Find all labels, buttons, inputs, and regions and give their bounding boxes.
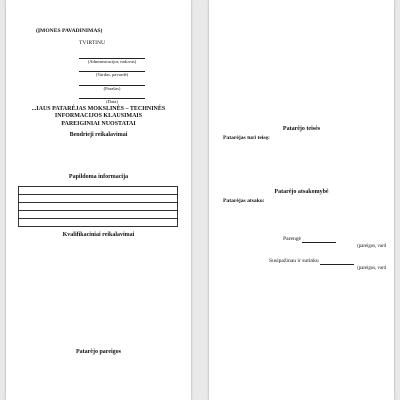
signature-block-prepared <box>283 236 386 243</box>
approver-caption: (Data) <box>106 99 118 105</box>
signature-label: Susipažinau ir sutinku <box>269 258 319 264</box>
info-table <box>18 186 178 227</box>
info-cell <box>19 195 178 203</box>
section-heading: Kvalifikaciniai reikalavimai <box>62 232 135 238</box>
signature-caption: (pareigos, vard <box>357 244 386 250</box>
title-line: INFORMACIJOS KLAUSIMAIS <box>54 113 143 120</box>
info-cell <box>19 211 178 219</box>
company-name: (ĮMONĖS PAVADINIMAS) <box>36 28 103 34</box>
signature-line <box>302 236 336 243</box>
signature-block-agree <box>269 258 386 265</box>
document-page-1 <box>6 0 191 400</box>
signature-line <box>79 65 145 73</box>
approver-caption: (Vardas, pavardė) <box>95 72 129 78</box>
signature-line <box>79 78 145 86</box>
info-cell <box>19 203 178 211</box>
section-heading: Patarėjo atsakomybė <box>274 189 329 195</box>
approve-label: TVIRTINU <box>79 40 106 46</box>
signature-caption: (pareigos, vard <box>357 266 386 272</box>
signature-line <box>79 92 145 100</box>
info-cell <box>19 219 178 227</box>
section-heading: Papildoma informacija <box>68 174 129 180</box>
title-line: PAREIGINIAI NUOSTATAI <box>61 120 136 127</box>
rights-intro: Patarėjas turi teisę: <box>223 135 270 141</box>
approver-caption: (Administracijos vadovas) <box>87 58 137 64</box>
section-heading: Patarėjo pareigos <box>75 349 122 355</box>
document-title <box>6 106 191 128</box>
signature-label: Parengė <box>283 236 302 242</box>
signature-line <box>79 51 145 59</box>
info-cell <box>19 187 178 195</box>
approver-caption: (Parašas) <box>103 85 121 91</box>
section-heading: Patarėjo teisės <box>282 126 321 132</box>
responsibility-intro: Patarėjas atsako: <box>223 198 265 204</box>
section-heading: Bendrieji reikalavimai <box>69 132 128 138</box>
signature-line <box>320 258 354 265</box>
document-page-2 <box>209 0 394 400</box>
title-line: ...IAUS PATARĖJAS MOKSLINĖS – TECHNINĖS <box>31 106 166 112</box>
